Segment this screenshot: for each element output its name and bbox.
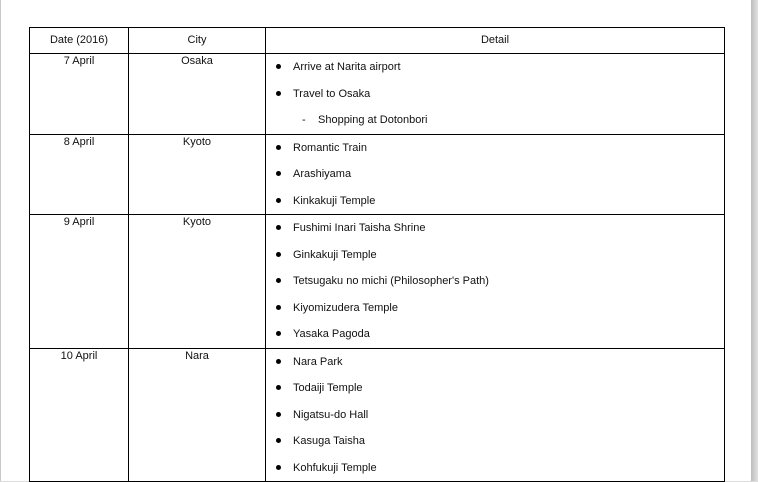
- header-city: City: [129, 28, 266, 54]
- bullet-icon: [276, 91, 281, 96]
- city-cell: Nara: [129, 348, 266, 482]
- bullet-icon: [276, 64, 281, 69]
- detail-cell: [266, 348, 725, 482]
- bullet-icon: [276, 305, 281, 310]
- list-item: [276, 215, 724, 242]
- detail-list: [266, 349, 724, 482]
- bullet-icon: [276, 385, 281, 390]
- bullet-icon: [276, 465, 281, 470]
- list-item-text: Tetsugaku no michi (Philosopher's Path): [293, 275, 489, 287]
- list-item: [276, 295, 724, 322]
- list-item-text: Travel to Osaka: [293, 87, 371, 100]
- list-item: [276, 54, 724, 81]
- list-item-text: Kohfukuji Temple: [293, 461, 377, 474]
- list-item-text: Kinkakuji Temple: [293, 194, 376, 207]
- header-date: Date (2016): [30, 28, 129, 54]
- bullet-icon: [276, 278, 281, 283]
- list-item-text: Shopping at Dotonbori: [318, 114, 428, 126]
- bullet-icon: [276, 198, 281, 203]
- city-cell: Kyoto: [129, 215, 266, 349]
- list-item-text: Yasaka Pagoda: [293, 328, 370, 340]
- list-item: [276, 349, 724, 376]
- list-item-text: Kasuga Taisha: [293, 435, 365, 447]
- list-item: [276, 242, 724, 269]
- list-item: [276, 402, 724, 429]
- bullet-icon: [276, 331, 281, 336]
- list-item-text: Ginkakuji Temple: [293, 248, 377, 261]
- list-item: [276, 455, 724, 482]
- list-item: [276, 81, 724, 108]
- table-row: [30, 134, 725, 215]
- detail-list: [266, 215, 724, 348]
- page-shadow: [751, 0, 758, 481]
- list-item-text: Todaiji Temple: [293, 382, 363, 394]
- bullet-icon: [276, 412, 281, 417]
- sub-list-item: [276, 107, 724, 134]
- detail-cell: [266, 54, 725, 135]
- detail-list: [266, 54, 724, 134]
- bullet-icon: [276, 438, 281, 443]
- dash-marker: -: [302, 114, 306, 126]
- list-item-text: Romantic Train: [293, 141, 367, 154]
- date-cell: 7 April: [30, 54, 129, 135]
- list-item: [276, 321, 724, 348]
- list-item: [276, 428, 724, 455]
- bullet-icon: [276, 171, 281, 176]
- list-item: [276, 161, 724, 188]
- bullet-icon: [276, 252, 281, 257]
- list-item-text: Fushimi Inari Taisha Shrine: [293, 222, 426, 234]
- table-row: [30, 215, 725, 349]
- header-detail: Detail: [266, 28, 725, 54]
- list-item-text: Nara Park: [293, 355, 343, 368]
- list-item: [276, 135, 724, 162]
- list-item: [276, 375, 724, 402]
- table-row: [30, 348, 725, 482]
- bullet-icon: [276, 359, 281, 364]
- date-cell: 10 April: [30, 348, 129, 482]
- table-row: [30, 54, 725, 135]
- list-item-text: Nigatsu-do Hall: [293, 408, 369, 421]
- city-cell: Kyoto: [129, 134, 266, 215]
- list-item: [276, 188, 724, 215]
- list-item-text: Arrive at Narita airport: [293, 61, 401, 73]
- city-cell: Osaka: [129, 54, 266, 135]
- date-cell: 9 April: [30, 215, 129, 349]
- detail-cell: [266, 134, 725, 215]
- detail-cell: [266, 215, 725, 349]
- list-item: [276, 268, 724, 295]
- table-header-row: [30, 28, 725, 54]
- list-item-text: Kiyomizudera Temple: [293, 301, 398, 314]
- itinerary-table: [29, 27, 725, 482]
- detail-list: [266, 135, 724, 215]
- list-item-text: Arashiyama: [293, 168, 352, 180]
- bullet-icon: [276, 145, 281, 150]
- bullet-icon: [276, 225, 281, 230]
- date-cell: 8 April: [30, 134, 129, 215]
